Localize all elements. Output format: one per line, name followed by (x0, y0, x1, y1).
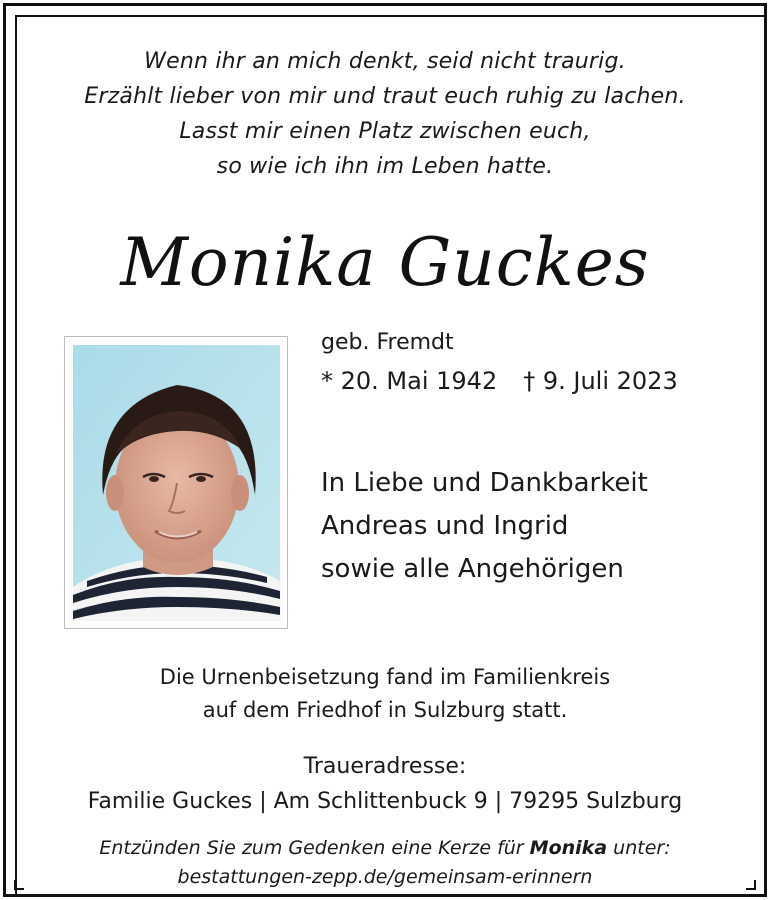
portrait-photo (73, 345, 280, 621)
death-date: † 9. Juli 2023 (523, 367, 678, 395)
candle-text (0, 834, 770, 863)
poem-line-1: Wenn ihr an mich denkt, seid nicht traurig. (144, 49, 626, 74)
mourners-block (321, 462, 741, 591)
candle-text-before: Entzünden Sie zum Gedenken eine Kerze für (99, 837, 530, 859)
poem-line-3: Lasst mir einen Platz zwischen euch, (179, 119, 591, 144)
address-heading: Traueradresse: (303, 754, 467, 779)
mourning-address (0, 749, 770, 819)
mourners-line-3: sowie alle Angehörigen (321, 554, 624, 584)
burial-line-1: Die Urnenbeisetzung fand im Familienkreis (159, 665, 611, 689)
mourners-line-2: Andreas und Ingrid (321, 511, 569, 541)
corner-mark-left (14, 880, 24, 890)
deceased-name: Monika Guckes (120, 224, 650, 301)
corner-mark-right (746, 880, 756, 890)
birth-name: geb. Fremdt (321, 330, 454, 355)
burial-notice (0, 661, 770, 727)
candle-notice (0, 834, 770, 892)
life-details (321, 326, 741, 401)
address-line: Familie Guckes | Am Schlittenbuck 9 | 79295 Sulzburg (87, 789, 683, 814)
mourners-line-1: In Liebe und Dankbarkeit (321, 468, 648, 498)
birth-date: * 20. Mai 1942 (321, 367, 498, 395)
candle-highlight-name: Monika (529, 837, 608, 859)
poem-line-4: so wie ich ihn im Leben hatte. (216, 154, 554, 179)
poem-line-2: Erzählt lieber von mir und traut euch ruhig zu lachen. (84, 84, 686, 109)
life-dates (321, 361, 741, 401)
burial-line-2: auf dem Friedhof in Sulzburg statt. (202, 698, 568, 722)
candle-text-after: unter: (607, 837, 671, 859)
memorial-url[interactable]: bestattungen-zepp.de/gemeinsam-erinnern (177, 866, 593, 888)
memorial-poem (0, 44, 770, 184)
portrait-photo-frame (64, 336, 288, 629)
